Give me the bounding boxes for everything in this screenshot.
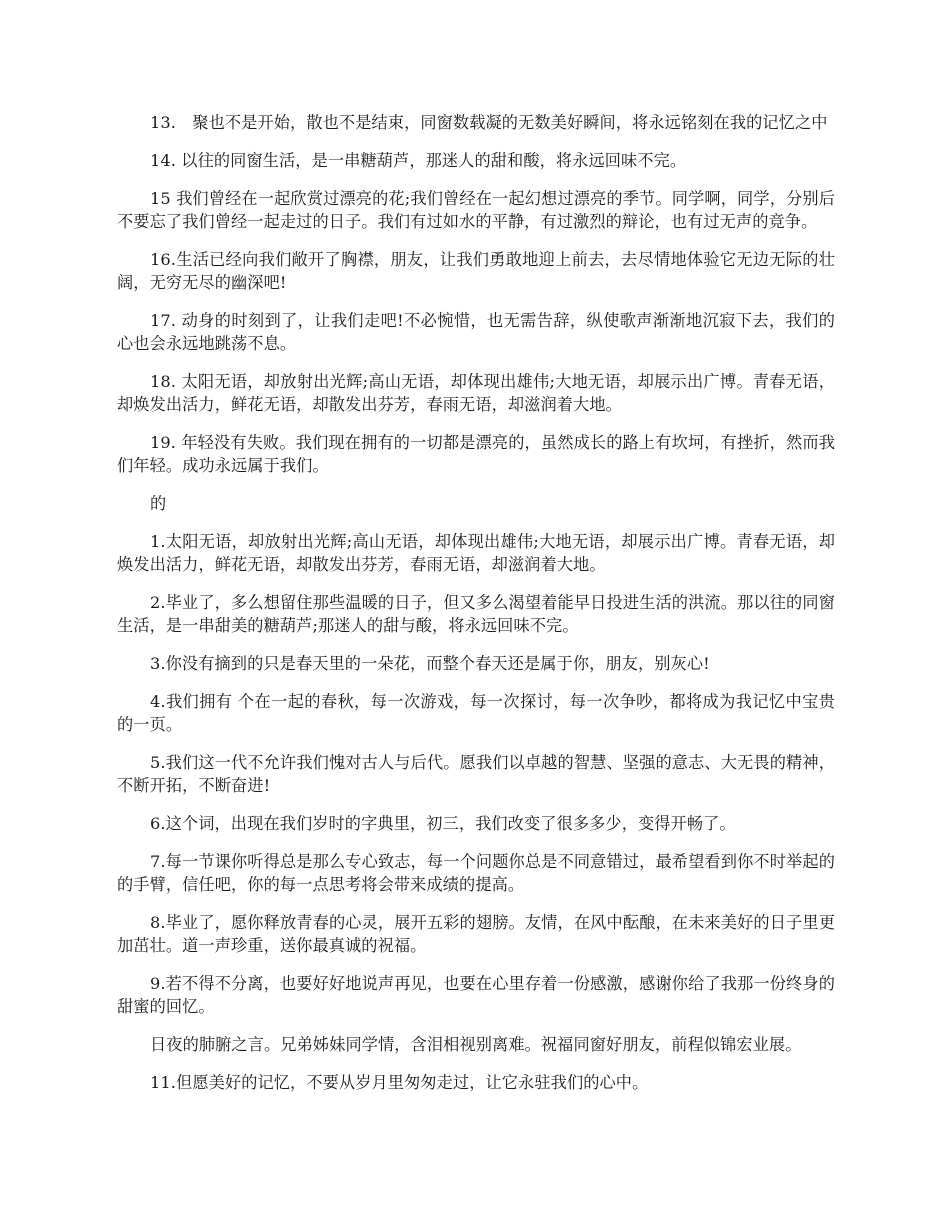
paragraph-11: 11.但愿美好的记忆，不要从岁月里匆匆走过，让它永驻我们的心中。 [150,1073,649,1092]
paragraph-8: 8.毕业了，愿你释放青春的心灵，展开五彩的翅膀。友情，在风中酝酿，在未来美好的日子里更加茁壮。道一声珍重，送你最真诚的祝福。 [117,913,835,955]
paragraph-9: 9.若不得不分离，也要好好地说声再见，也要在心里存着一份感激，感谢你给了我那一份终身的甜蜜的回忆。 [117,974,835,1016]
paragraph-2: 2.毕业了，多么想留住那些温暖的日子，但又多么渴望着能早日投进生活的洪流。那以往的同窗生活，是一串甜美的糖葫芦;那迷人的甜与酸，将永远回味不完。 [117,593,835,635]
paragraph-17: 17. 动身的时刻到了，让我们走吧!不必惋惜，也无需告辞，纵使歌声渐渐地沉寂下去，我们的心也会永远地跳荡不息。 [117,311,835,353]
paragraph-19: 19. 年轻没有失败。我们现在拥有的一切都是漂亮的，虽然成长的路上有坎坷，有挫折，然而我们年轻。成功永远属于我们。 [117,433,835,475]
paragraph-16: 16.生活已经向我们敞开了胸襟，朋友，让我们勇敢地迎上前去，去尽情地体验它无边无际的壮阔，无穷无尽的幽深吧! [117,250,835,292]
paragraph-18: 18. 太阳无语，却放射出光辉;高山无语，却体现出雄伟;大地无语，却展示出广博。青春无语，却焕发出活力，鲜花无语，却散发出芬芳，春雨无语，却滋润着大地。 [117,372,835,414]
paragraph-3: 3.你没有摘到的只是春天里的一朵花，而整个春天还是属于你，朋友，别灰心! [150,654,710,673]
paragraph-14: 14. 以往的同窗生活，是一串糖葫芦，那迷人的甜和酸，将永远回味不完。 [150,151,687,170]
paragraph-13: 13. 聚也不是开始，散也不是结束，同窗数载凝的无数美好瞬间，将永远铭刻在我的记忆之中 [150,113,828,132]
paragraph-15: 15 我们曾经在一起欣赏过漂亮的花;我们曾经在一起幻想过漂亮的季节。同学啊，同学，分别后不要忘了我们曾经一起走过的日子。我们有过如水的平静，有过激烈的辩论，也有过无声的竞争。 [117,189,835,231]
paragraph-1: 1.太阳无语，却放射出光辉;高山无语，却体现出雄伟;大地无语，却展示出广博。青春无语，却焕发出活力，鲜花无语，却散发出芬芳，春雨无语，却滋润着大地。 [117,532,835,574]
paragraph-riye: 日夜的肺腑之言。兄弟姊妹同学情，含泪相视别离难。祝福同窗好朋友，前程似锦宏业展。 [150,1035,802,1054]
paragraph-5: 5.我们这一代不允许我们愧对古人与后代。愿我们以卓越的智慧、坚强的意志、大无畏的精神，不断开拓，不断奋进! [117,753,835,795]
paragraph-6: 6.这个词，出现在我们岁时的字典里，初三，我们改变了很多多少，变得开畅了。 [150,814,736,833]
paragraph-4: 4.我们拥有 个在一起的春秋，每一次游戏，每一次探讨，每一次争吵，都将成为我记忆中宝贵的一页。 [117,692,835,734]
paragraph-7: 7.每一节课你听得总是那么专心致志，每一个问题你总是不同意错过，最希望看到你不时举起的的手臂，信任吧，你的每一点思考将会带来成绩的提高。 [117,852,835,894]
paragraph-de: 的 [150,494,167,513]
